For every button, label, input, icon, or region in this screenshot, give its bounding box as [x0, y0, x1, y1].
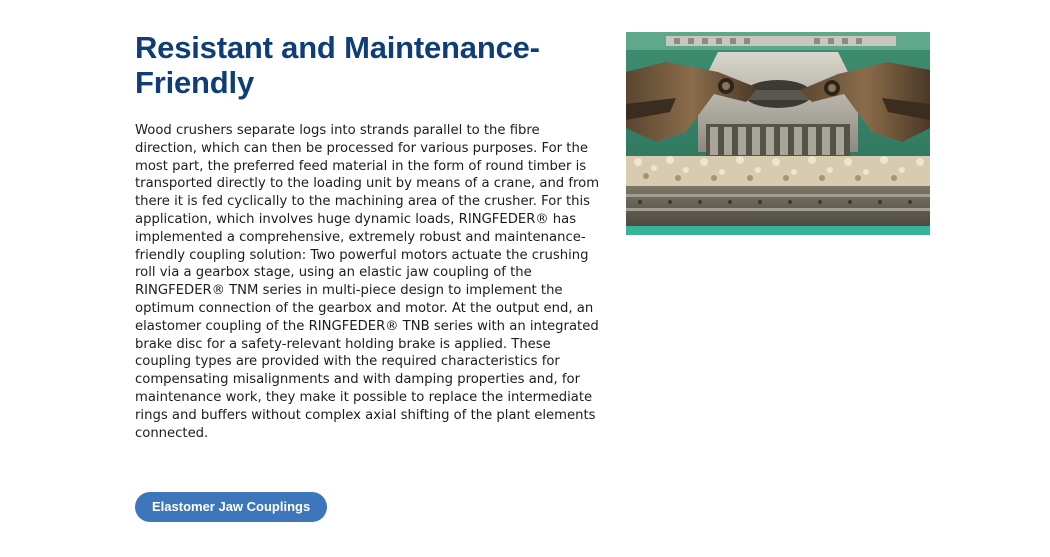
- section-body: Wood crushers separate logs into strands parallel to the fibre direction, which can then be processed for various purposes. For the most part, the preferred feed material in the form of round timber is transported directly to the loading unit by means of a crane, and from there it is fed cyclically to the machining area of the crusher. For this application, which involves huge dynamic loads, RINGFEDER® has implemented a comprehensive, extremely robust and maintenance-friendly coupling solution: Two powerful motors actuate the crushing roll via a gearbox stage, using an elastic jaw coupling of the RINGFEDER® TNM series in multi-piece design to implement the optimum connection of the gearbox and motor. At the output end, an elastomer coupling of the RINGFEDER® TNB series with an integrated brake disc for a safety-relevant holding brake is applied. These coupling types are provided with the required characteristics for compensating misalignments and with damping properties and, for maintenance work, they make it possible to replace the intermediate rings and buffers without complex axial shifting of the plant elements connected.: [135, 123, 600, 441]
- elastomer-jaw-couplings-button[interactable]: Elastomer Jaw Couplings: [135, 492, 327, 522]
- section-title: Resistant and Maintenance-Friendly: [135, 30, 540, 100]
- wood-crusher-photo: [626, 32, 930, 235]
- content-column: [135, 30, 600, 442]
